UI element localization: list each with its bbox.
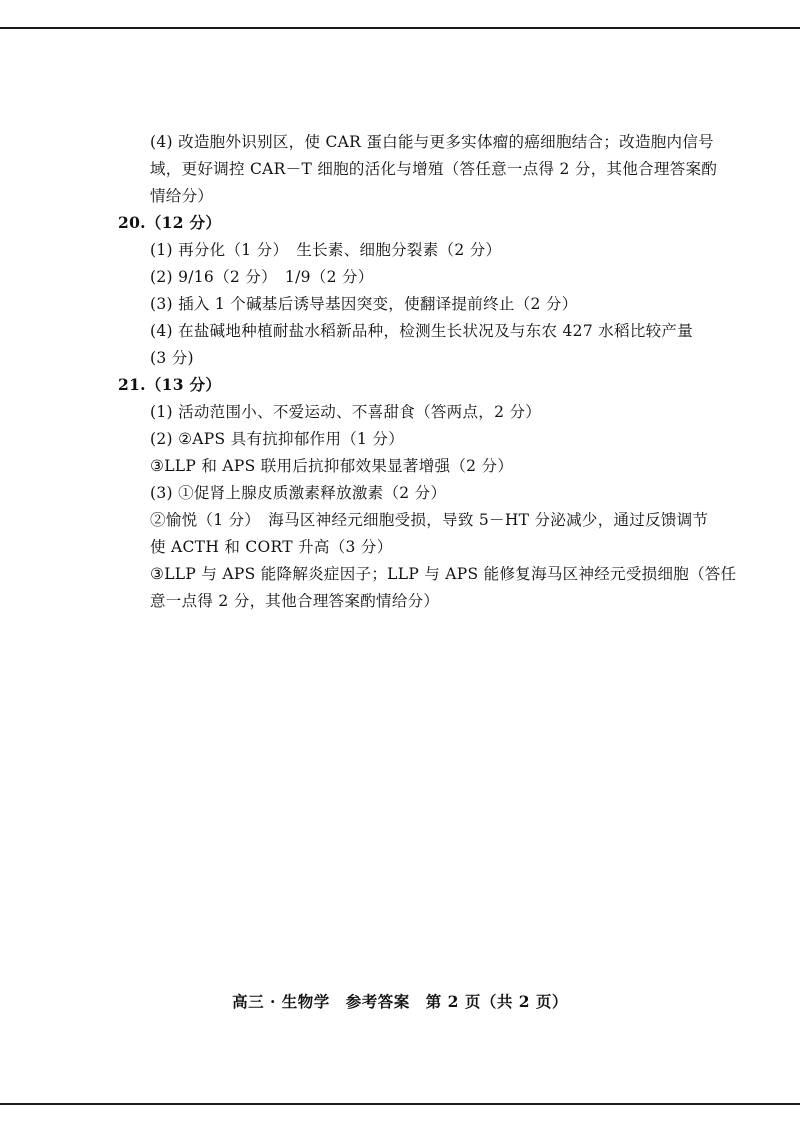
q21-part3-a: (3) ①促肾上腺皮质激素释放激素（2 分） xyxy=(150,484,447,502)
q21-part1: (1) 活动范围小、不爱运动、不喜甜食（答两点，2 分） xyxy=(150,403,542,421)
q19-part4-line1: (4) 改造胞外识别区，使 CAR 蛋白能与更多实体瘤的癌细胞结合；改造胞内信号 xyxy=(150,133,714,151)
q20-part1: (1) 再分化（1 分） 生长素、细胞分裂素（2 分） xyxy=(150,241,502,259)
q21-part3-c-line1: ③LLP 与 APS 能降解炎症因子；LLP 与 APS 能修复海马区神经元受损细胞（答任 xyxy=(150,565,737,583)
q20-part2: (2) 9/16（2 分） 1/9（2 分） xyxy=(150,268,374,286)
q20-part4-line2: (3 分) xyxy=(150,349,194,367)
q21-part3-b-line2: 使 ACTH 和 CORT 升高（3 分） xyxy=(150,538,393,556)
q20-heading: 20.（12 分） xyxy=(118,213,222,232)
q20-part4-line1: (4) 在盐碱地种植耐盐水稻新品种，检测生长状况及与东农 427 水稻比较产量 xyxy=(150,322,694,340)
q21-part3-c-line2: 意一点得 2 分，其他合理答案酌情给分） xyxy=(150,592,440,610)
top-rule xyxy=(0,27,800,29)
q20-part3: (3) 插入 1 个碱基后诱导基因突变，使翻译提前终止（2 分） xyxy=(150,295,578,313)
bottom-rule xyxy=(0,1103,800,1105)
q19-part4-line2: 域，更好调控 CAR－T 细胞的活化与增殖（答任意一点得 2 分，其他合理答案酌 xyxy=(150,160,718,178)
q19-part4-line3: 情给分） xyxy=(150,187,214,205)
q21-heading: 21.（13 分） xyxy=(118,375,222,394)
q21-part2-a: (2) ②APS 具有抗抑郁作用（1 分） xyxy=(150,430,405,448)
page-footer: 高三 · 生物学 参考答案 第 2 页（共 2 页） xyxy=(232,992,568,1011)
q21-part2-b: ③LLP 和 APS 联用后抗抑郁效果显著增强（2 分） xyxy=(150,457,514,475)
q21-part3-b-line1: ②愉悦（1 分） 海马区神经元细胞受损，导致 5－HT 分泌减少，通过反馈调节 xyxy=(150,511,709,529)
